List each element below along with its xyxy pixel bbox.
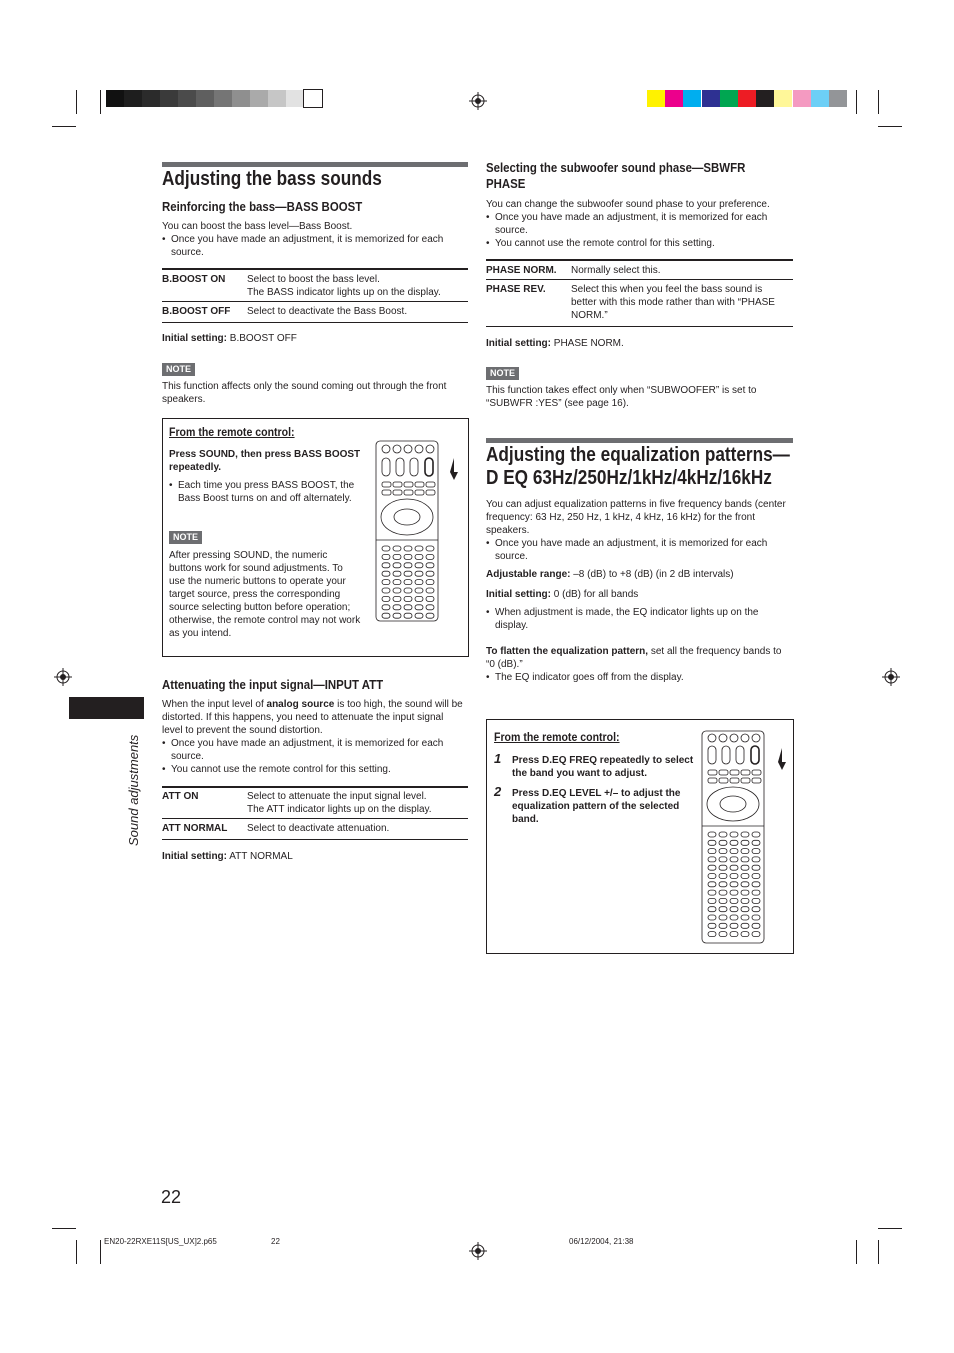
remote-key: [708, 898, 716, 903]
remote-key: [730, 890, 738, 895]
side-tab-label: Sound adjustments: [126, 734, 141, 846]
remote-key: [382, 588, 390, 593]
remote-key: [741, 874, 749, 879]
remote-key: [719, 898, 727, 903]
gray-swatch: [268, 90, 286, 107]
color-swatch: [811, 90, 829, 107]
remote-key: [426, 580, 434, 585]
table-desc-line: Select to boost the bass level.: [247, 274, 380, 285]
crosshair-icon: [882, 668, 900, 686]
remote-key: [708, 865, 716, 870]
step-2: [494, 784, 694, 826]
remote-instruction: Press SOUND, then press BASS BOOST repeatedly.: [169, 449, 361, 473]
remote-control-illustration: [698, 730, 790, 945]
remote-key: [730, 840, 738, 845]
remote-key: [708, 832, 716, 837]
table-label: B.BOOST ON: [162, 274, 226, 285]
remote-key: [393, 571, 401, 576]
remote-bullet: • Each time you press BASS BOOST, the Bass Boost turns on and off alternately.: [169, 479, 373, 505]
remote-key: [708, 882, 716, 887]
note-text: This function takes effect only when “SUBWOOFER” is set to “SUBWFR :YES” (see page 16).: [486, 385, 757, 409]
initial-setting-label: Initial setting:: [162, 333, 227, 344]
color-swatch: [720, 90, 738, 107]
remote-key: [426, 588, 434, 593]
remote-key: [752, 915, 760, 920]
remote-box-title: From the remote control:: [169, 425, 295, 439]
color-swatch: [756, 90, 774, 107]
arrow-down-icon: [778, 748, 786, 770]
intro-text: is too high, the sound will be distorted. If this happens, you need to attenuate the input signal level to prevent the sound distortion.: [162, 699, 463, 736]
remote-control-body: [702, 731, 764, 943]
remote-key: [719, 840, 727, 845]
remote-key: [730, 882, 738, 887]
remote-key: [730, 849, 738, 854]
initial-setting-value: B.BOOST OFF: [229, 333, 297, 344]
remote-key: [415, 571, 423, 576]
remote-key: [426, 596, 434, 601]
remote-key: [752, 849, 760, 854]
remote-control-illustration: [373, 440, 463, 622]
table-rule: [162, 268, 468, 270]
remote-key: [752, 882, 760, 887]
input-att-body: [162, 698, 466, 776]
color-swatch: [647, 90, 665, 107]
remote-key: [741, 857, 749, 862]
crosshair-icon: [469, 1242, 487, 1260]
table-desc: [247, 273, 467, 299]
range-value: –8 (dB) to +8 (dB) (in 2 dB intervals): [573, 569, 734, 580]
input-att-bullet: • You cannot use the remote control for this setting.: [162, 763, 466, 776]
remote-key: [393, 613, 401, 618]
table-label: ATT NORMAL: [162, 823, 228, 834]
section-rule: [486, 438, 793, 443]
table-rule: [162, 818, 468, 819]
remote-key: [730, 857, 738, 862]
eq-bullet: • The EQ indicator goes off from the display.: [486, 671, 791, 684]
remote-key: [426, 613, 434, 618]
table-desc-line: The ATT indicator lights up on the display.: [247, 804, 432, 815]
title-line: D EQ 63Hz/250Hz/1kHz/4kHz/16kHz: [486, 467, 772, 489]
step-1: [494, 751, 694, 780]
initial-setting-label: Initial setting:: [486, 338, 551, 349]
footer-page: 22: [271, 1237, 280, 1246]
color-swatch: [665, 90, 683, 107]
eq-initial: [486, 588, 791, 601]
remote-key: [730, 932, 738, 937]
gray-swatch: [286, 90, 304, 107]
section-title-bass: Adjusting the bass sounds: [162, 168, 382, 190]
initial-setting: [162, 332, 297, 345]
remote-key: [752, 840, 760, 845]
remote-key: [708, 874, 716, 879]
remote-key: [708, 890, 716, 895]
remote-key: [393, 605, 401, 610]
eq-bullet: • When adjustment is made, the EQ indicator lights up on the display.: [486, 606, 791, 632]
table-desc: Select to deactivate the Bass Boost.: [247, 306, 408, 317]
remote-key: [415, 588, 423, 593]
remote-key: [719, 907, 727, 912]
heading-line: PHASE: [486, 176, 526, 191]
sbwfr-bullet: • You cannot use the remote control for this setting.: [486, 237, 791, 250]
remote-key: [741, 890, 749, 895]
remote-key: [752, 865, 760, 870]
heading-bass-boost: Reinforcing the bass—BASS BOOST: [162, 199, 363, 214]
remote-key: [708, 849, 716, 854]
section-rule: [162, 162, 468, 167]
remote-key: [752, 907, 760, 912]
gray-swatch: [196, 90, 214, 107]
section-title-eq: [486, 444, 790, 490]
eq-flatten: [486, 645, 791, 671]
remote-key: [393, 546, 401, 551]
remote-key: [426, 554, 434, 559]
table-label: B.BOOST OFF: [162, 306, 231, 317]
remote-key: [741, 915, 749, 920]
remote-key: [393, 580, 401, 585]
gray-swatch: [214, 90, 232, 107]
remote-key: [415, 613, 423, 618]
remote-key: [708, 915, 716, 920]
remote-key: [708, 840, 716, 845]
table-rule: [486, 279, 793, 280]
remote-key: [393, 563, 401, 568]
gray-swatch: [142, 90, 160, 107]
gray-swatch: [304, 90, 322, 107]
bass-boost-bullet: • Once you have made an adjustment, it is memorized for each source.: [162, 233, 462, 259]
eq-range: [486, 568, 791, 581]
gray-swatch: [106, 90, 124, 107]
table-rule: [486, 259, 793, 261]
remote-key: [741, 882, 749, 887]
step-text: Press D.EQ LEVEL +/– to adjust the equalization pattern of the selected band.: [512, 788, 681, 825]
table-rule: [162, 301, 468, 302]
heading-line: Selecting the subwoofer sound phase—SBWFR: [486, 160, 746, 175]
eq-intro: You can adjust equalization patterns in five frequency bands (center frequency: 63 Hz, 250 Hz, 1 kHz, 4 kHz, 16 kHz) for the front speakers.: [486, 499, 786, 536]
table-rule: [162, 839, 468, 840]
arrow-down-icon: [450, 458, 458, 480]
remote-key: [426, 605, 434, 610]
remote-key: [404, 571, 412, 576]
remote-key: [719, 932, 727, 937]
initial-setting-value: ATT NORMAL: [229, 851, 293, 862]
remote-key: [382, 613, 390, 618]
eq-bullet: • Once you have made an adjustment, it is memorized for each source.: [486, 537, 791, 563]
initial-setting-value: 0 (dB) for all bands: [553, 589, 639, 600]
remote-key: [719, 923, 727, 928]
remote-key: [719, 832, 727, 837]
remote-key: [741, 832, 749, 837]
input-att-bullet: • Once you have made an adjustment, it is memorized for each source.: [162, 737, 466, 763]
remote-key: [730, 898, 738, 903]
remote-key: [730, 874, 738, 879]
table-label: PHASE REV.: [486, 284, 546, 295]
range-label: Adjustable range:: [486, 569, 571, 580]
remote-key: [752, 832, 760, 837]
remote-key: [708, 923, 716, 928]
color-swatch: [793, 90, 811, 107]
remote-key: [415, 596, 423, 601]
remote-key: [752, 932, 760, 937]
gray-swatch: [232, 90, 250, 107]
color-swatch: [683, 90, 701, 107]
remote-key: [404, 554, 412, 559]
remote-key: [741, 923, 749, 928]
remote-key: [752, 923, 760, 928]
remote-key: [719, 874, 727, 879]
color-swatch: [774, 90, 792, 107]
bass-boost-intro: You can boost the bass level—Bass Boost.: [162, 221, 353, 232]
remote-key: [426, 571, 434, 576]
sbwfr-body: [486, 198, 791, 250]
crosshair-icon: [54, 668, 72, 686]
bass-boost-body: [162, 220, 462, 259]
remote-key: [415, 563, 423, 568]
input-att-intro: [162, 698, 466, 737]
remote-key: [426, 546, 434, 551]
remote-key: [404, 588, 412, 593]
color-swatch: [738, 90, 756, 107]
table-label: PHASE NORM.: [486, 265, 557, 276]
remote-key: [393, 596, 401, 601]
table-rule: [486, 326, 793, 327]
remote-key: [752, 874, 760, 879]
remote-key: [415, 546, 423, 551]
table-desc: Select this when you feel the bass sound is better with this mode rather than with “PHASE NORM.”: [571, 284, 775, 321]
remote-key: [741, 907, 749, 912]
footer-file: EN20-22RXE11S[US_UX]2.p65: [104, 1237, 217, 1246]
remote-key: [741, 840, 749, 845]
remote-key: [741, 849, 749, 854]
remote-key: [404, 596, 412, 601]
remote-key: [404, 605, 412, 610]
remote-key: [719, 915, 727, 920]
remote-key: [382, 596, 390, 601]
table-desc: Select to deactivate attenuation.: [247, 823, 390, 834]
table-desc: [247, 790, 467, 816]
remote-key: [415, 554, 423, 559]
eq-body: [486, 498, 791, 684]
remote-key: [382, 546, 390, 551]
note-badge: NOTE: [162, 363, 195, 376]
remote-key: [708, 907, 716, 912]
color-swatch: [702, 90, 720, 107]
remote-key: [415, 605, 423, 610]
initial-setting-label: Initial setting:: [486, 589, 551, 600]
remote-key: [382, 605, 390, 610]
step-number: 2: [494, 784, 502, 799]
remote-key: [393, 554, 401, 559]
table-label: ATT ON: [162, 791, 199, 802]
remote-key: [382, 571, 390, 576]
heading-input-att: Attenuating the input signal—INPUT ATT: [162, 677, 384, 692]
sbwfr-intro: You can change the subwoofer sound phase to your preference.: [486, 199, 770, 210]
remote-key: [741, 865, 749, 870]
sbwfr-bullet: • Once you have made an adjustment, it is memorized for each source.: [486, 211, 791, 237]
remote-key: [719, 865, 727, 870]
table-rule: [162, 786, 468, 788]
remote-key: [426, 563, 434, 568]
remote-key: [708, 857, 716, 862]
remote-box-title: From the remote control:: [494, 730, 620, 744]
crosshair-icon: [469, 92, 487, 110]
remote-key: [752, 898, 760, 903]
gray-swatch: [250, 90, 268, 107]
remote-key: [741, 932, 749, 937]
table-rule: [162, 322, 468, 323]
initial-setting: [162, 850, 293, 863]
gray-swatch: [178, 90, 196, 107]
table-desc-line: The BASS indicator lights up on the display.: [247, 287, 441, 298]
remote-key: [393, 588, 401, 593]
flatten-bold: To flatten the equalization pattern,: [486, 646, 649, 657]
title-line: Adjusting the equalization patterns—: [486, 444, 790, 466]
remote-key: [752, 890, 760, 895]
remote-key: [708, 932, 716, 937]
page-number: 22: [161, 1187, 182, 1207]
table-desc: Normally select this.: [571, 265, 661, 276]
remote-key: [719, 882, 727, 887]
gray-swatch: [160, 90, 178, 107]
remote-key: [719, 849, 727, 854]
remote-key: [730, 907, 738, 912]
remote-key: [741, 898, 749, 903]
remote-key: [382, 554, 390, 559]
remote-key: [404, 613, 412, 618]
remote-control-body: [376, 441, 438, 621]
note-text: After pressing SOUND, the numeric buttons work for sound adjustments. To use the numeric buttons to operate your target source, press the corresponding source selecting button before operation; otherwise, the remote control may not work as you intend.: [169, 550, 361, 639]
intro-bold: analog source: [266, 699, 335, 710]
table-desc-line: Select to attenuate the input signal level.: [247, 791, 427, 802]
initial-setting: [486, 337, 624, 350]
remote-key: [382, 580, 390, 585]
remote-key: [752, 857, 760, 862]
remote-key: [415, 580, 423, 585]
heading-sbwfr-phase: [486, 160, 745, 192]
intro-text: When the input level of: [162, 699, 267, 710]
footer-datetime: 06/12/2004, 21:38: [569, 1237, 634, 1246]
remote-key: [719, 857, 727, 862]
gray-swatch: [124, 90, 142, 107]
remote-key: [730, 923, 738, 928]
note-text: This function affects only the sound coming out through the front speakers.: [162, 381, 447, 405]
remote-key: [404, 563, 412, 568]
color-swatch: [829, 90, 847, 107]
flatten-text: set all the frequency bands to “0 (dB).”: [486, 646, 782, 670]
step-text: Press D.EQ FREQ repeatedly to select the band you want to adjust.: [512, 755, 694, 779]
step-number: 1: [494, 751, 502, 766]
note-badge: NOTE: [169, 531, 202, 544]
remote-key: [730, 915, 738, 920]
initial-setting-value: PHASE NORM.: [553, 338, 624, 349]
side-tab-block: [69, 697, 144, 719]
remote-key: [404, 580, 412, 585]
remote-key: [730, 865, 738, 870]
remote-key: [404, 546, 412, 551]
remote-key: [730, 832, 738, 837]
note-badge: NOTE: [486, 367, 519, 380]
initial-setting-label: Initial setting:: [162, 851, 227, 862]
remote-key: [382, 563, 390, 568]
remote-key: [719, 890, 727, 895]
